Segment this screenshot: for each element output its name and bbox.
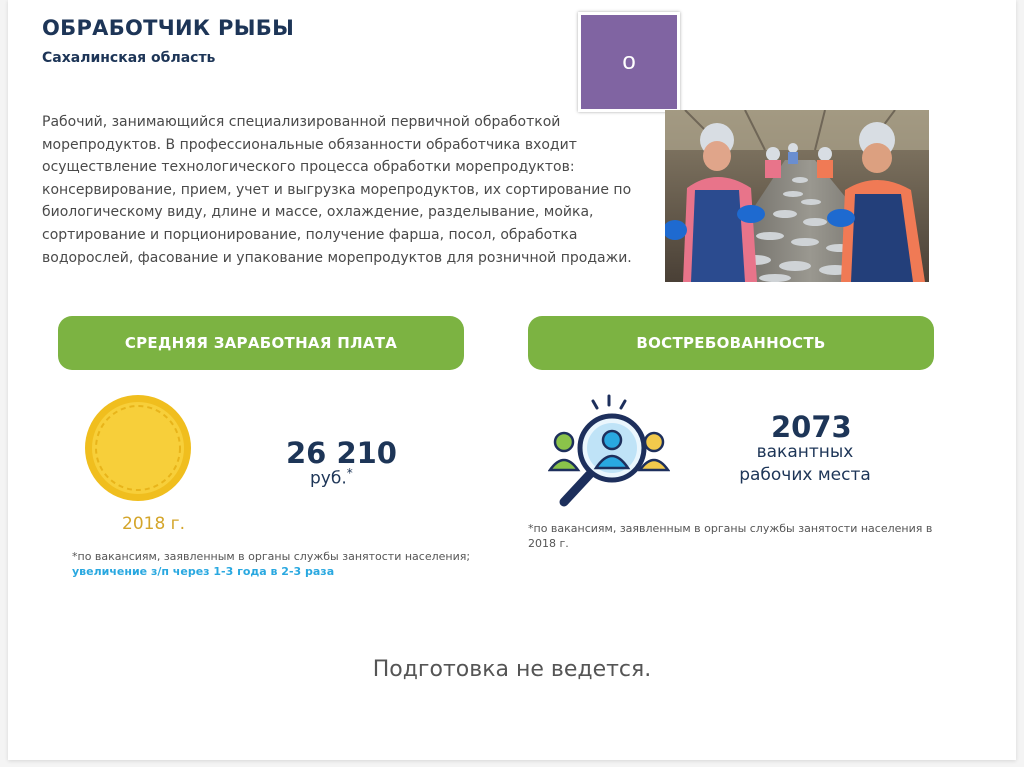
vacancy-label [720,441,890,487]
slide [8,0,1016,760]
salary-asterisk: * [346,466,353,480]
salary-growth-note: увеличение з/п через 1-3 года в 2-3 раза [72,565,335,578]
salary-header [58,316,464,370]
salary-value: 26 210 [286,436,397,470]
training-status-note: Подготовка не ведется. [372,657,652,682]
demand-header [528,316,934,370]
salary-footnote-text: *по вакансиям, заявленным в органы службы занятости населения; [72,550,471,563]
profession-description: Рабочий, занимающийся специализированной первичной обработкой морепродуктов. В профессиональные обязанности обработчика входит осуществление технологического процесса обработки морепродуктов: консервирование, прием, учет и выгрузка морепродуктов, их сортирование по биологическому виду, длине и массе, охлаждение, разделывание, мойка, сортирование и порционирование, получение фарша, посол, обработка водорослей, фасование и упакование морепродуктов для розничной продажи. [42,114,632,266]
vacancy-label-line1: вакантных [756,442,854,462]
demand-header-label: ВОСТРЕБОВАННОСТЬ [636,334,826,352]
vacancy-count: 2073 [771,410,852,444]
page-title: ОБРАБОТЧИК РЫБЫ [42,16,295,40]
salary-year: 2018 г. [122,514,186,534]
overlay-letter: о [622,48,636,75]
fish-processing-conveyor-photo [665,110,929,282]
gold-coin-icon [84,394,192,502]
fish-processing-photo [665,110,929,282]
salary-unit: руб. [310,468,347,489]
region-subtitle: Сахалинская область [42,50,216,66]
magnifier-people-search-icon [548,392,670,512]
overlay-letter-box [578,12,680,112]
salary-unit-wrap [310,466,353,489]
salary-header-label: СРЕДНЯЯ ЗАРАБОТНАЯ ПЛАТА [124,334,398,352]
vacancy-label-line2: рабочих места [739,465,871,485]
salary-footnote [72,549,470,579]
demand-footnote: *по вакансиям, заявленным в органы службы занятости населения в 2018 г. [528,522,933,550]
